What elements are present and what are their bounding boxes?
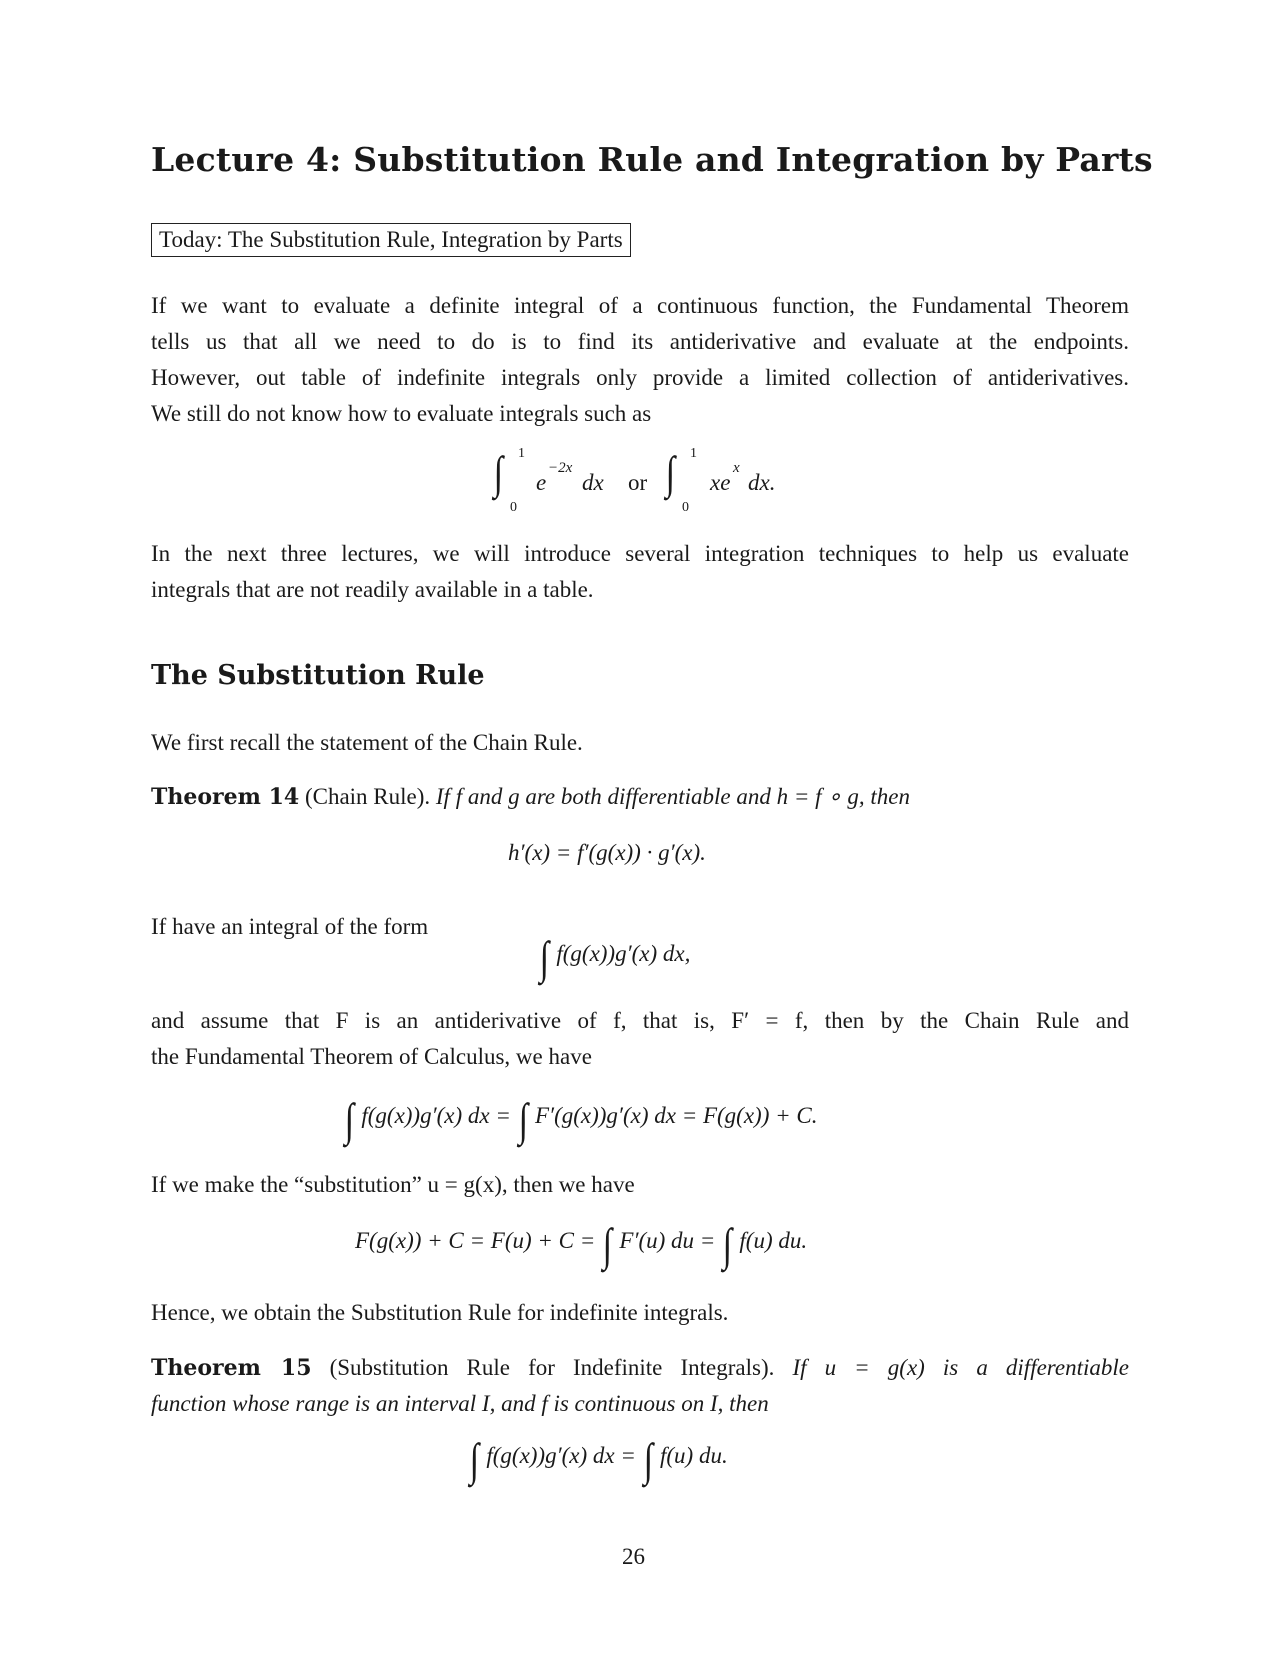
theorem-14 — [151, 782, 910, 812]
equation-mid: F′(u) du = — [619, 1228, 716, 1253]
lecture-title: Lecture 4: Substitution Rule and Integration by Parts — [151, 140, 1153, 179]
theorem-statement: If u = g(x) is a differentiable — [792, 1355, 1129, 1380]
next-lectures-paragraph — [151, 536, 1129, 608]
integral-sign: ∫ — [722, 1219, 733, 1270]
integrand: e — [536, 470, 547, 495]
integral-sign: ∫ — [344, 1094, 355, 1145]
equation-integral-form — [538, 932, 691, 995]
theorem-name: (Chain Rule). — [304, 784, 431, 809]
hence-text: Hence, we obtain the Substitution Rule for indefinite integrals. — [151, 1300, 729, 1325]
equation-substitution — [355, 1219, 808, 1282]
exponent: −2x — [548, 460, 573, 476]
equation-substitution-rule — [468, 1434, 728, 1497]
text-line: the Fundamental Theorem of Calculus, we have — [151, 1044, 592, 1069]
theorem-line — [151, 1350, 1129, 1386]
upper-limit: 1 — [518, 446, 525, 461]
equation-lhs: f(g(x))g′(x) dx = — [361, 1103, 511, 1128]
integral-sign: ∫ — [643, 1434, 653, 1485]
recall-text: We first recall the statement of the Chain Rule. — [151, 730, 583, 755]
integrand: f(g(x))g′(x) dx, — [556, 941, 691, 966]
integral-sign: ∫ — [665, 447, 676, 498]
equation-rhs: f(u) du. — [739, 1228, 808, 1253]
integral-sign: ∫ — [602, 1219, 613, 1270]
theorem-label: Theorem 14 — [151, 784, 300, 810]
equation-lhs: f(g(x))g′(x) dx = — [486, 1443, 636, 1468]
assume-paragraph — [151, 1003, 1129, 1075]
theorem-15 — [151, 1350, 1129, 1422]
section-title: The Substitution Rule — [151, 660, 485, 691]
lower-limit: 0 — [510, 500, 517, 515]
or-word: or — [628, 470, 648, 495]
differential: dx. — [748, 470, 776, 495]
theorem-name: (Substitution Rule for Indefinite Integrals). — [329, 1355, 775, 1380]
lower-limit: 0 — [682, 500, 689, 515]
integral-sign: ∫ — [469, 1434, 480, 1485]
substitution-text: If we make the “substitution” u = g(x), then we have — [151, 1172, 635, 1197]
upper-limit: 1 — [690, 446, 697, 461]
theorem-label: Theorem 15 — [151, 1355, 312, 1381]
integral-sign: ∫ — [493, 447, 504, 498]
theorem-statement: If f and g are both differentiable and h = f ∘ g, then — [435, 784, 910, 809]
equation-rhs: f(u) du. — [660, 1443, 728, 1468]
equation-definite-integrals — [492, 446, 812, 520]
intro-paragraph — [151, 288, 1129, 432]
differential: dx — [582, 470, 604, 495]
text-line: In the next three lectures, we will introduce several integration techniques to help us evaluate — [151, 541, 1129, 566]
equation-chain-rule: h′(x) = f′(g(x)) · g′(x). — [508, 840, 706, 865]
intro-line: If we want to evaluate a definite integral of a continuous function, the Fundamental Theorem — [151, 293, 1129, 318]
exponent: x — [733, 460, 740, 476]
integrand: xe — [710, 470, 731, 495]
equation-lhs: F(g(x)) + C = F(u) + C = — [355, 1228, 596, 1253]
integral-form-intro: If have an integral of the form — [151, 914, 429, 939]
integral-sign: ∫ — [539, 932, 550, 983]
equation-ftc — [343, 1094, 818, 1157]
intro-line: However, out table of indefinite integrals only provide a limited collection of antiderivatives. — [151, 365, 1129, 390]
integral-sign: ∫ — [518, 1094, 528, 1145]
today-box: Today: The Substitution Rule, Integration by Parts — [151, 223, 631, 257]
text-line: integrals that are not readily available in a table. — [151, 577, 594, 602]
intro-line: We still do not know how to evaluate integrals such as — [151, 401, 652, 426]
page-number: 26 — [622, 1544, 645, 1569]
theorem-line: function whose range is an interval I, and f is continuous on I, then — [151, 1391, 769, 1416]
intro-line: tells us that all we need to do is to find its antiderivative and evaluate at the endpoints. — [151, 329, 1129, 354]
equation-mid: F′(g(x))g′(x) dx = F(g(x)) + C. — [535, 1103, 818, 1128]
text-line: and assume that F is an antiderivative of f, that is, F′ = f, then by the Chain Rule and — [151, 1008, 1129, 1033]
